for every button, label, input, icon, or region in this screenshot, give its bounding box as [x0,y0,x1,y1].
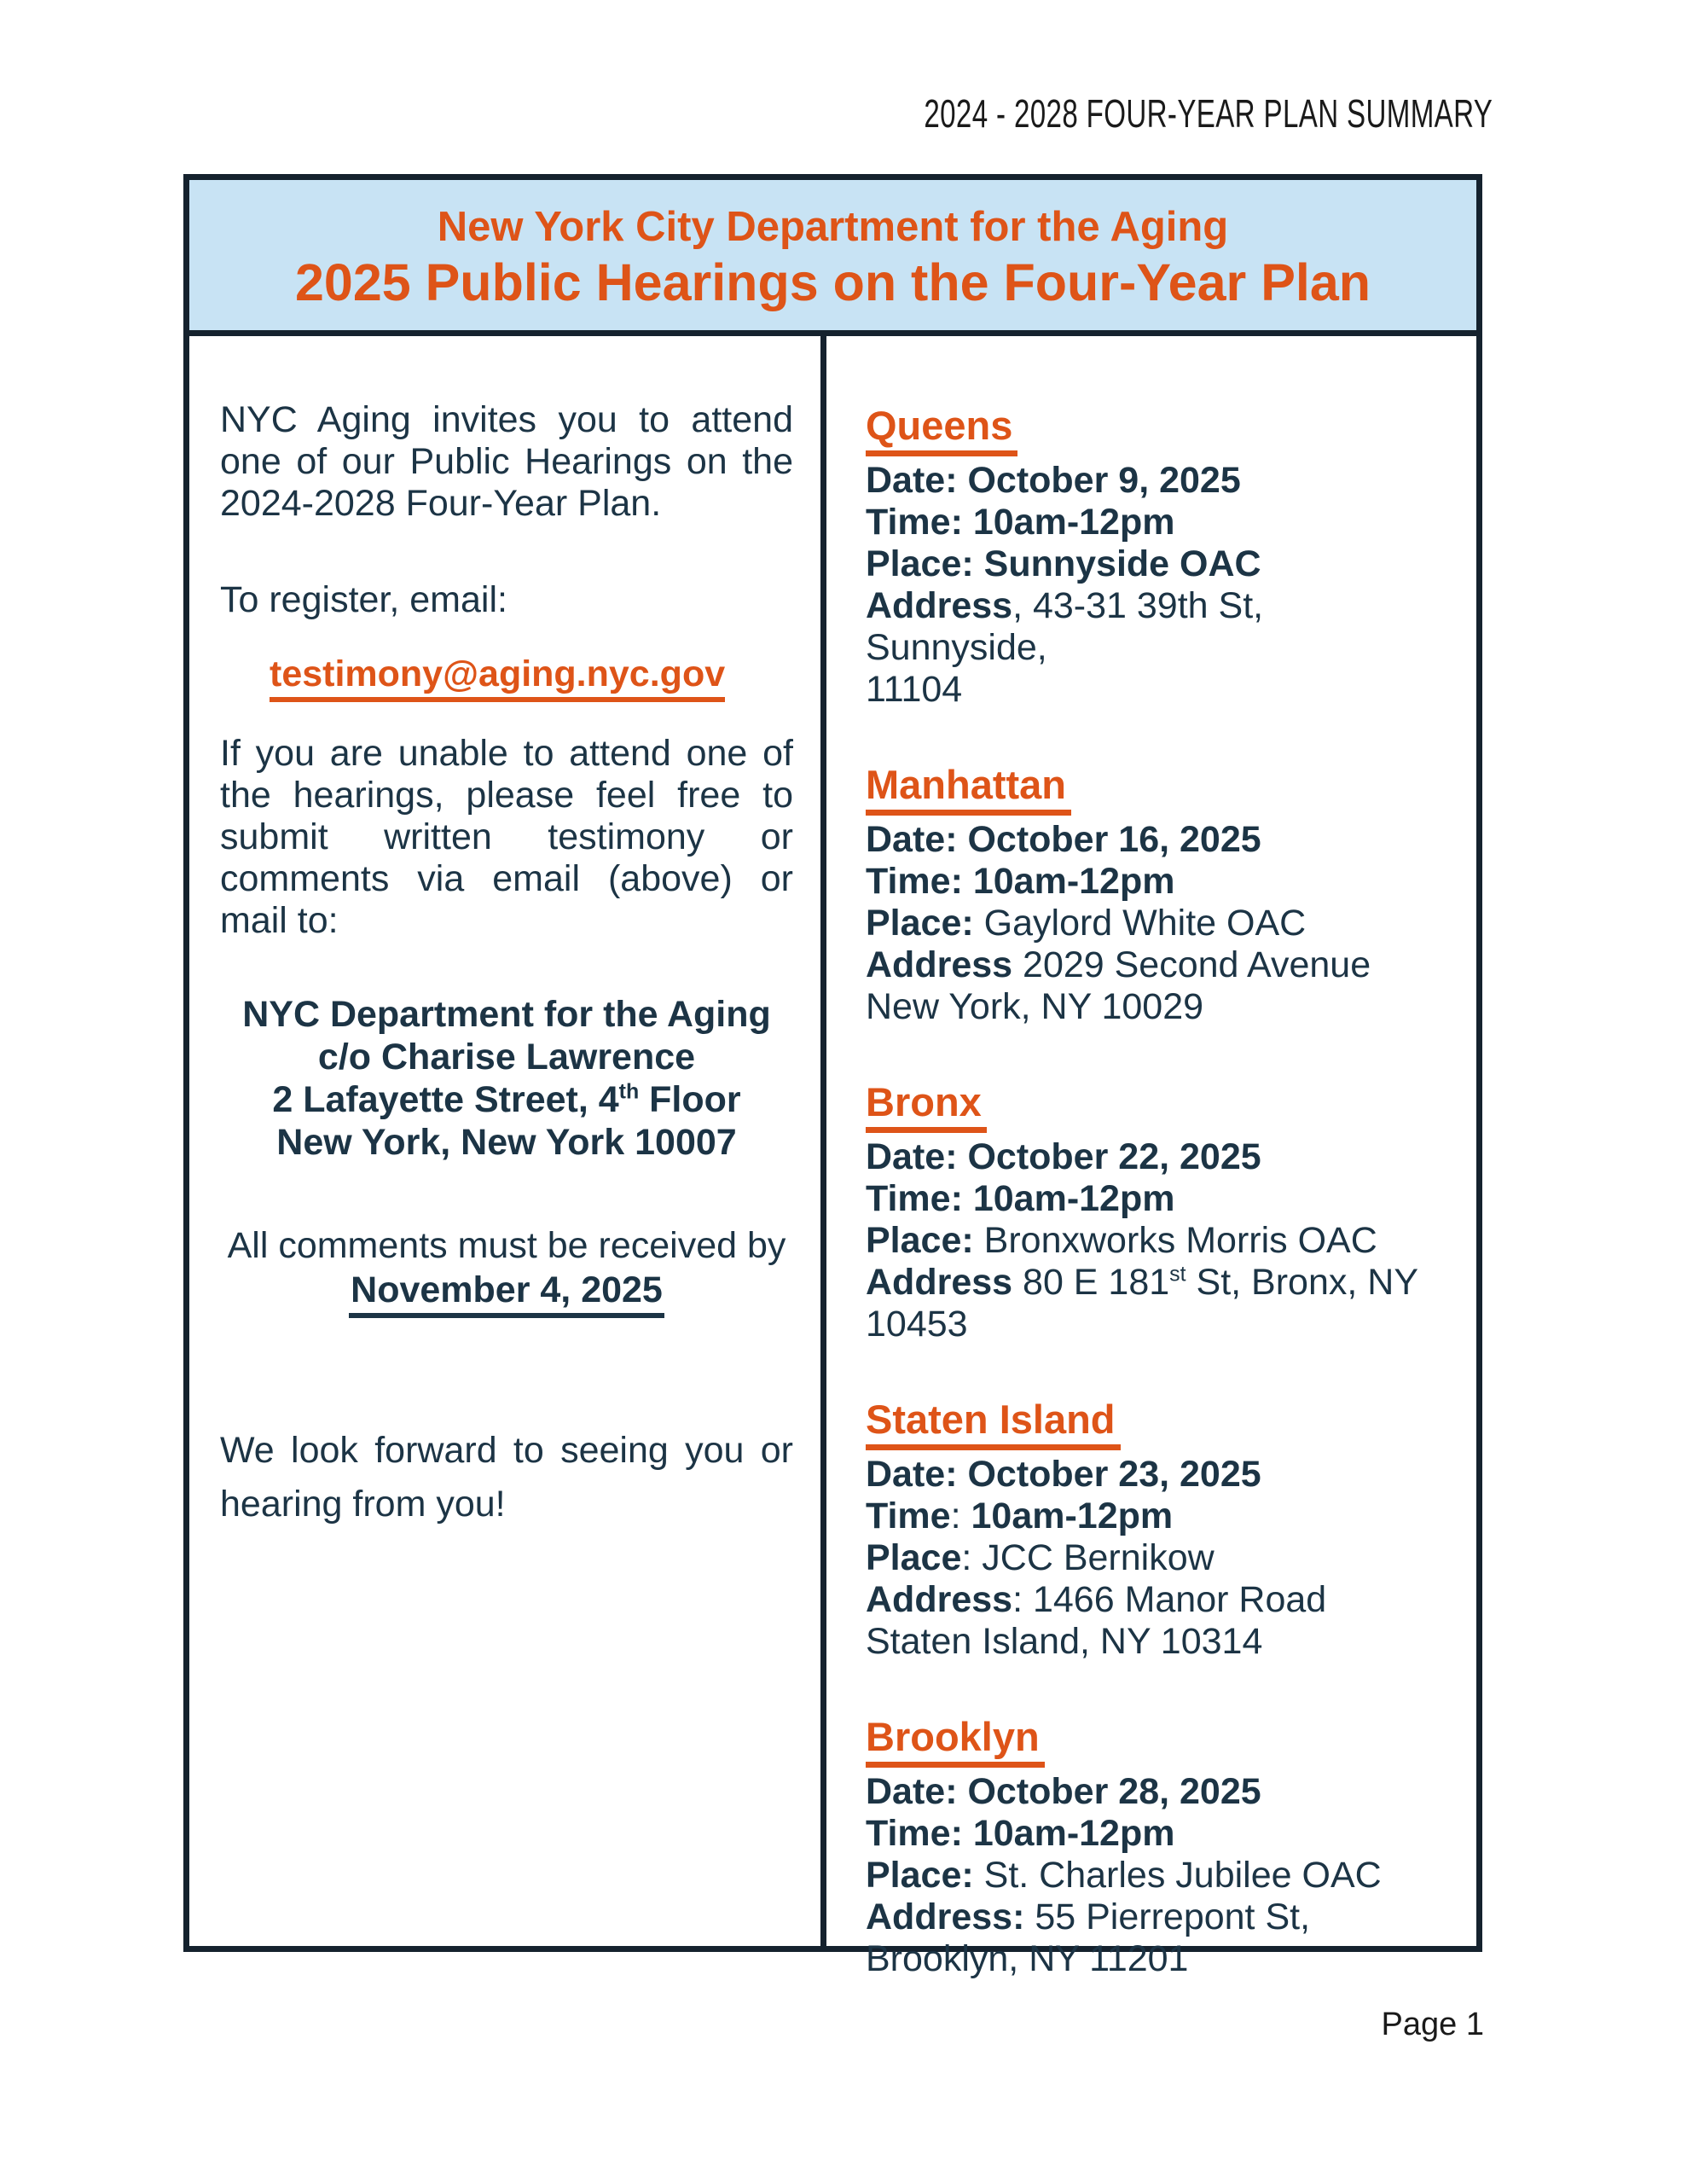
hearings-table [183,174,1482,1979]
intro-paragraph [220,399,793,525]
text-line: If you are unable to attend one of [220,733,793,774]
hearing-line: Date: October 16, 2025 [866,819,1261,860]
hearing-line: Place: Bronxworks Morris OAC [866,1220,1377,1261]
deadline-intro: All comments must be received by [227,1225,786,1266]
hearing-line: Address, 43-31 39th St, Sunnyside, [866,585,1264,668]
hearing-section [866,1079,1446,1345]
hearing-line: Time: 10am-12pm [866,1813,1175,1854]
text-line: submit written testimony or [220,816,793,857]
mail-address-line: New York, New York 10007 [276,1122,737,1163]
text-line: mail to: [220,900,339,941]
hearing-section [866,1714,1446,1980]
text-line: the hearings, please feel free to [220,775,793,816]
hearing-line: Time: 10am-12pm [866,1496,1174,1536]
title-main: 2025 Public Hearings on the Four-Year Plan [294,253,1371,311]
hearing-line: Date: October 28, 2025 [866,1771,1261,1812]
hearing-line: Staten Island, NY 10314 [866,1621,1263,1662]
email-line [220,653,793,695]
hearing-line: Place: Gaylord White OAC [866,903,1307,944]
hearing-line: Date: October 9, 2025 [866,460,1241,501]
mail-address-block [220,993,793,1164]
table-body-row [189,336,1476,1979]
deadline-date: November 4, 2025 [349,1269,664,1318]
borough-heading: Brooklyn [866,1714,1045,1768]
hearing-section [866,403,1446,711]
borough-heading: Manhattan [866,762,1071,816]
info-column [189,336,826,1946]
hearing-line: Time: 10am-12pm [866,502,1175,543]
hearing-line: Brooklyn, NY 11201 [866,1938,1189,1979]
hearing-section [866,1397,1446,1663]
hearing-section [866,762,1446,1028]
hearing-line: 10453 [866,1304,968,1345]
hearings-column [826,336,1476,1979]
written-testimony-paragraph [220,733,793,942]
borough-heading: Queens [866,403,1017,456]
title-organization: New York City Department for the Aging [437,204,1229,250]
hearing-line: Date: October 23, 2025 [866,1454,1261,1495]
mail-address-line: c/o Charise Lawrence [317,1037,696,1077]
title-banner [189,180,1476,336]
register-label: To register, email: [220,579,507,620]
text-line: one of our Public Hearings on the [220,441,793,482]
text-line: NYC Aging invites you to attend [220,399,793,440]
hearing-line: Address 2029 Second Avenue [866,944,1371,985]
hearing-line: Time: 10am-12pm [866,861,1175,902]
hearing-line: Place: JCC Bernikow [866,1537,1215,1578]
borough-heading: Staten Island [866,1397,1121,1450]
mail-address-line: 2 Lafayette Street, 4th Floor [272,1079,741,1120]
hearing-line: Time: 10am-12pm [866,1178,1175,1219]
hearing-line: Place: Sunnyside OAC [866,543,1261,584]
borough-heading: Bronx [866,1079,987,1133]
hearing-line: New York, NY 10029 [866,986,1204,1027]
page-number: Page 1 [1381,2007,1484,2042]
email-link[interactable]: testimony@aging.nyc.gov [270,653,725,702]
deadline-paragraph [220,1225,793,1318]
hearing-line: Date: October 22, 2025 [866,1136,1261,1177]
text-line: 2024-2028 Four-Year Plan. [220,483,662,524]
mail-address-line: NYC Department for the Aging [242,994,771,1035]
closing-paragraph [220,1424,793,1531]
hearing-line: 11104 [866,669,963,710]
hearing-line: Address: 55 Pierrepont St, [866,1896,1311,1937]
text-line: We look forward to seeing you or [220,1430,793,1471]
hearing-line: Address 80 E 181st St, Bronx, NY [866,1262,1419,1303]
text-line: comments via email (above) or [220,858,793,899]
hearing-line: Address: 1466 Manor Road [866,1579,1327,1620]
hearing-line: Place: St. Charles Jubilee OAC [866,1855,1382,1896]
text-line: hearing from you! [220,1484,506,1525]
document-header-title: 2024 - 2028 FOUR-YEAR PLAN SUMMARY [924,91,1493,136]
